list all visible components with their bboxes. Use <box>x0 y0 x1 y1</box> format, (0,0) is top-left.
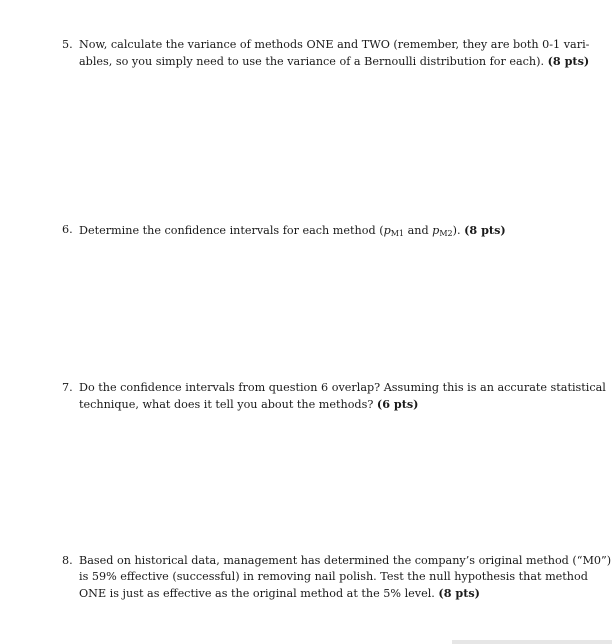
points-label: (8 pts) <box>547 54 590 68</box>
question-line-text: ONE is just as effective as the original method at the 5% level. <box>79 587 435 600</box>
question-line: Now, calculate the variance of methods ONE and TWO (remember, they are both 0-1 vari- <box>79 38 590 51</box>
question-text <box>79 553 612 602</box>
question-line-text: and <box>404 224 433 237</box>
variable-subscript: M2 <box>439 229 453 238</box>
page-edge-shadow <box>452 640 612 644</box>
variable-subscript: M1 <box>390 229 405 238</box>
question-number: 7. <box>62 381 73 394</box>
question-5 <box>62 37 590 70</box>
question-number: 8. <box>62 554 73 567</box>
question-line-text: technique, what does it tell you about the methods? <box>79 398 374 411</box>
variable-p: p <box>432 224 440 237</box>
question-line <box>79 396 554 413</box>
variable-p: p <box>383 224 391 237</box>
question-text <box>79 380 606 413</box>
question-line <box>79 585 554 602</box>
question-text <box>79 222 554 242</box>
question-line-text: ables, so you simply need to use the variance of a Bernoulli distribution for each). <box>79 55 545 68</box>
question-line: Based on historical data, management has determined the company’s original method (“M0”) <box>79 554 612 567</box>
question-6 <box>62 222 554 242</box>
points-label: (8 pts) <box>464 223 506 237</box>
question-line: is 59% effective (successful) in removing nail polish. Test the null hypothesis that method <box>79 570 588 583</box>
question-line <box>79 222 554 242</box>
question-line-text: ). <box>452 224 461 237</box>
question-text <box>79 37 590 70</box>
question-8 <box>62 553 612 602</box>
question-number: 6. <box>62 223 73 236</box>
question-7 <box>62 380 606 413</box>
question-number: 5. <box>62 38 73 51</box>
question-line: Do the confidence intervals from question 6 overlap? Assuming this is an accurate statistical <box>79 381 606 394</box>
points-label: (6 pts) <box>376 397 419 411</box>
points-label: (8 pts) <box>438 586 480 600</box>
question-line-text: Determine the confidence intervals for each method ( <box>79 224 384 237</box>
question-line <box>79 53 590 70</box>
